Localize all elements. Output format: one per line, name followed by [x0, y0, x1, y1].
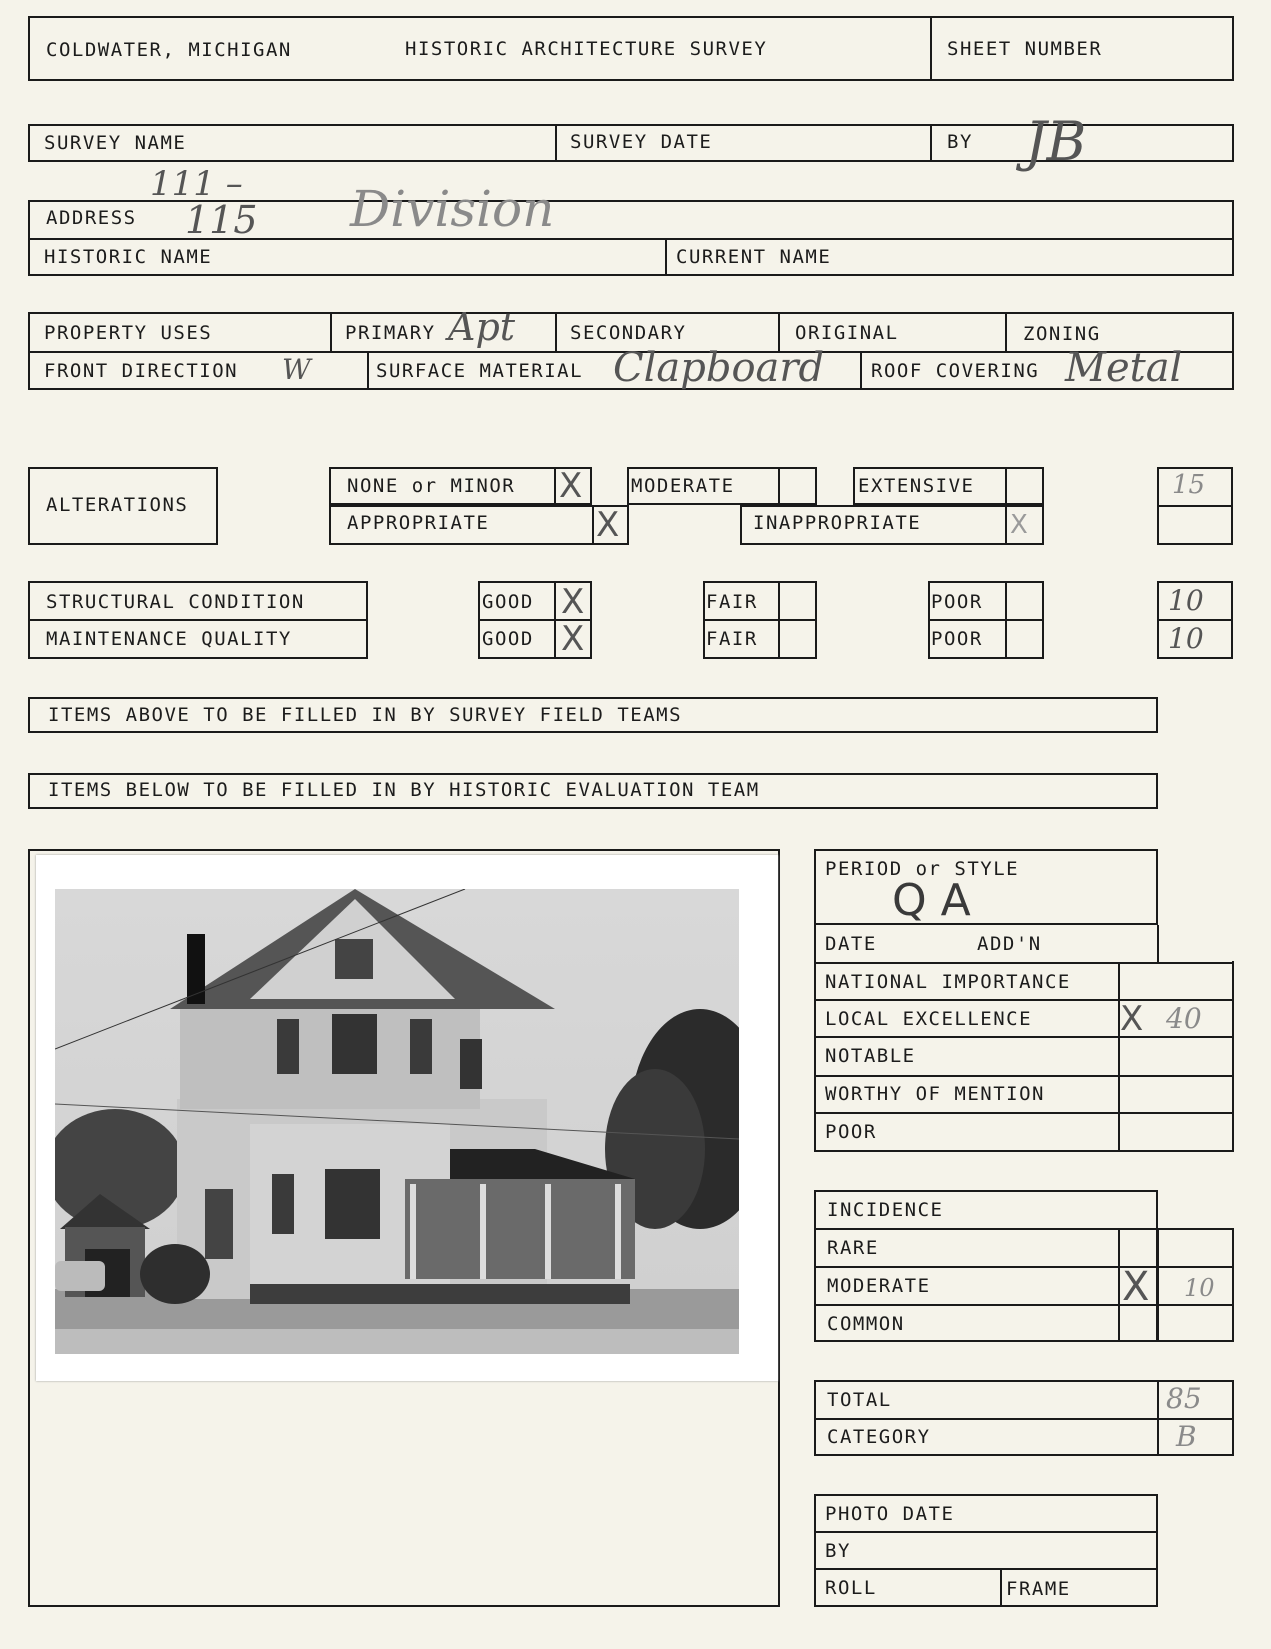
total-value: 85 [1166, 1382, 1202, 1415]
eval-row-notable: NOTABLE [825, 1045, 916, 1067]
fair-divider-h [703, 619, 817, 621]
period-value: Q A [892, 875, 971, 926]
property-divider-6 [860, 351, 862, 390]
house-photo-image [55, 889, 739, 1354]
address-number-line1: 111 – [150, 164, 243, 204]
maintenance-good-label: GOOD [482, 628, 534, 650]
roof-covering-label: ROOF COVERING [871, 360, 1040, 382]
incidence-label: INCIDENCE [827, 1199, 944, 1221]
addn-label: ADD'N [977, 933, 1042, 955]
current-name-label: CURRENT NAME [676, 246, 832, 268]
category-label: CATEGORY [827, 1426, 931, 1448]
survey-date-label: SURVEY DATE [570, 131, 713, 153]
maintenance-score: 10 [1168, 622, 1204, 655]
poor-divider-h [928, 619, 1044, 621]
address-divider-v [665, 238, 667, 276]
roof-covering-value: Metal [1065, 345, 1183, 391]
header-city: COLDWATER, MICHIGAN [46, 39, 292, 61]
note-below: ITEMS BELOW TO BE FILLED IN BY HISTORIC EVALUATION TEAM [48, 779, 760, 801]
photo-by-label: BY [825, 1540, 851, 1562]
structural-fair-label: FAIR [706, 591, 758, 613]
totals-div-v [1157, 1380, 1159, 1456]
alt-inappropriate-label: INAPPROPRIATE [753, 512, 922, 534]
incidence-moderate-mark: X [1122, 1264, 1150, 1310]
condition-label-divider [28, 619, 368, 621]
house-photo [55, 889, 739, 1354]
structural-good-label: GOOD [482, 591, 534, 613]
address-number-line2: 115 [185, 198, 258, 242]
eval-row-local: LOCAL EXCELLENCE [825, 1008, 1033, 1030]
structural-good-mark: X [561, 582, 585, 622]
alt-appropriate-divider [592, 505, 594, 545]
historic-name-label: HISTORIC NAME [44, 246, 213, 268]
property-divider-4 [1005, 312, 1007, 351]
inc-div-h1 [814, 1228, 1234, 1230]
survey-divider-2 [930, 124, 932, 162]
structural-poor-label: POOR [931, 591, 983, 613]
maintenance-poor-label: POOR [931, 628, 983, 650]
sheet-number-label: SHEET NUMBER [947, 38, 1103, 60]
surface-material-value: Clapboard [613, 345, 825, 391]
alt-appropriate-label: APPROPRIATE [347, 512, 490, 534]
eval-div-h3 [814, 1036, 1234, 1038]
survey-name-label: SURVEY NAME [44, 132, 187, 154]
poor-divider-v [1005, 581, 1007, 659]
alt-moderate-label: MODERATE [631, 475, 735, 497]
primary-value: Apt [448, 305, 516, 349]
address-label: ADDRESS [46, 207, 137, 229]
property-divider-1 [330, 312, 332, 351]
eval-row-national: NATIONAL IMPORTANCE [825, 971, 1071, 993]
note-above: ITEMS ABOVE TO BE FILLED IN BY SURVEY FIELD TEAMS [48, 704, 683, 726]
eval-row-worthy: WORTHY OF MENTION [825, 1083, 1045, 1105]
local-excellence-mark: X [1120, 999, 1144, 1039]
alt-extensive-label: EXTENSIVE [858, 475, 975, 497]
condition-score-divider [1157, 619, 1233, 621]
front-direction-value: W [282, 353, 311, 386]
surface-material-label: SURFACE MATERIAL [376, 360, 584, 382]
date-label: DATE [825, 933, 877, 955]
primary-label: PRIMARY [345, 322, 436, 344]
eval-div-h1 [814, 962, 1234, 964]
incidence-moderate: MODERATE [827, 1275, 931, 1297]
photo-date-label: PHOTO DATE [825, 1503, 955, 1525]
survey-divider-1 [555, 124, 557, 162]
period-label: PERIOD or STYLE [825, 858, 1020, 880]
property-divider-5 [367, 351, 369, 390]
eval-row-poor: POOR [825, 1121, 877, 1143]
local-excellence-score: 40 [1166, 1002, 1202, 1035]
eval-box-topright-cover [1159, 923, 1237, 961]
eval-div-v1 [1118, 962, 1120, 1152]
alt-score: 15 [1172, 470, 1206, 500]
zoning-label: ZONING [1023, 323, 1101, 345]
address-street: Division [350, 180, 555, 238]
good-divider-v [554, 581, 556, 659]
inc-div-h3 [814, 1304, 1234, 1306]
survey-by-label: BY [947, 131, 973, 153]
alt-appropriate-mark: X [596, 505, 620, 545]
photo-info-div-h1 [814, 1531, 1158, 1533]
roll-label: ROLL [825, 1577, 877, 1599]
alt-moderate-divider [778, 467, 780, 505]
structural-score: 10 [1168, 584, 1204, 617]
incidence-common: COMMON [827, 1313, 905, 1335]
category-value: B [1176, 1420, 1197, 1453]
incidence-moderate-score: 10 [1184, 1274, 1215, 1302]
incidence-rare: RARE [827, 1237, 879, 1259]
alterations-label: ALTERATIONS [46, 494, 189, 516]
eval-div-h2 [814, 999, 1234, 1001]
totals-div-h [814, 1418, 1234, 1420]
photo-info-div-h2 [814, 1568, 1158, 1570]
secondary-label: SECONDARY [570, 322, 687, 344]
fair-divider-v [778, 581, 780, 659]
original-label: ORIGINAL [795, 322, 899, 344]
alt-none-label: NONE or MINOR [347, 475, 516, 497]
header-title: HISTORIC ARCHITECTURE SURVEY [405, 38, 768, 60]
alt-inappropriate-mark: X [1010, 510, 1028, 540]
photo-info-div-v [1000, 1568, 1002, 1607]
total-label: TOTAL [827, 1389, 892, 1411]
header-divider [930, 16, 932, 81]
inc-div-v [1157, 1228, 1159, 1342]
maintenance-quality-label: MAINTENANCE QUALITY [46, 628, 292, 650]
survey-by-signature: JB [1025, 110, 1087, 173]
inc-div-h2 [814, 1266, 1234, 1268]
frame-label: FRAME [1006, 1578, 1071, 1600]
maintenance-good-mark: X [561, 619, 585, 659]
front-direction-label: FRONT DIRECTION [44, 360, 239, 382]
property-uses-label: PROPERTY USES [44, 322, 213, 344]
eval-div-h5 [814, 1112, 1234, 1114]
alt-none-divider [554, 467, 556, 505]
maintenance-fair-label: FAIR [706, 628, 758, 650]
alt-none-mark: X [559, 466, 583, 506]
property-divider-2 [555, 312, 557, 351]
structural-condition-label: STRUCTURAL CONDITION [46, 591, 305, 613]
eval-div-h4 [814, 1075, 1234, 1077]
alt-score-divider [1157, 505, 1233, 507]
